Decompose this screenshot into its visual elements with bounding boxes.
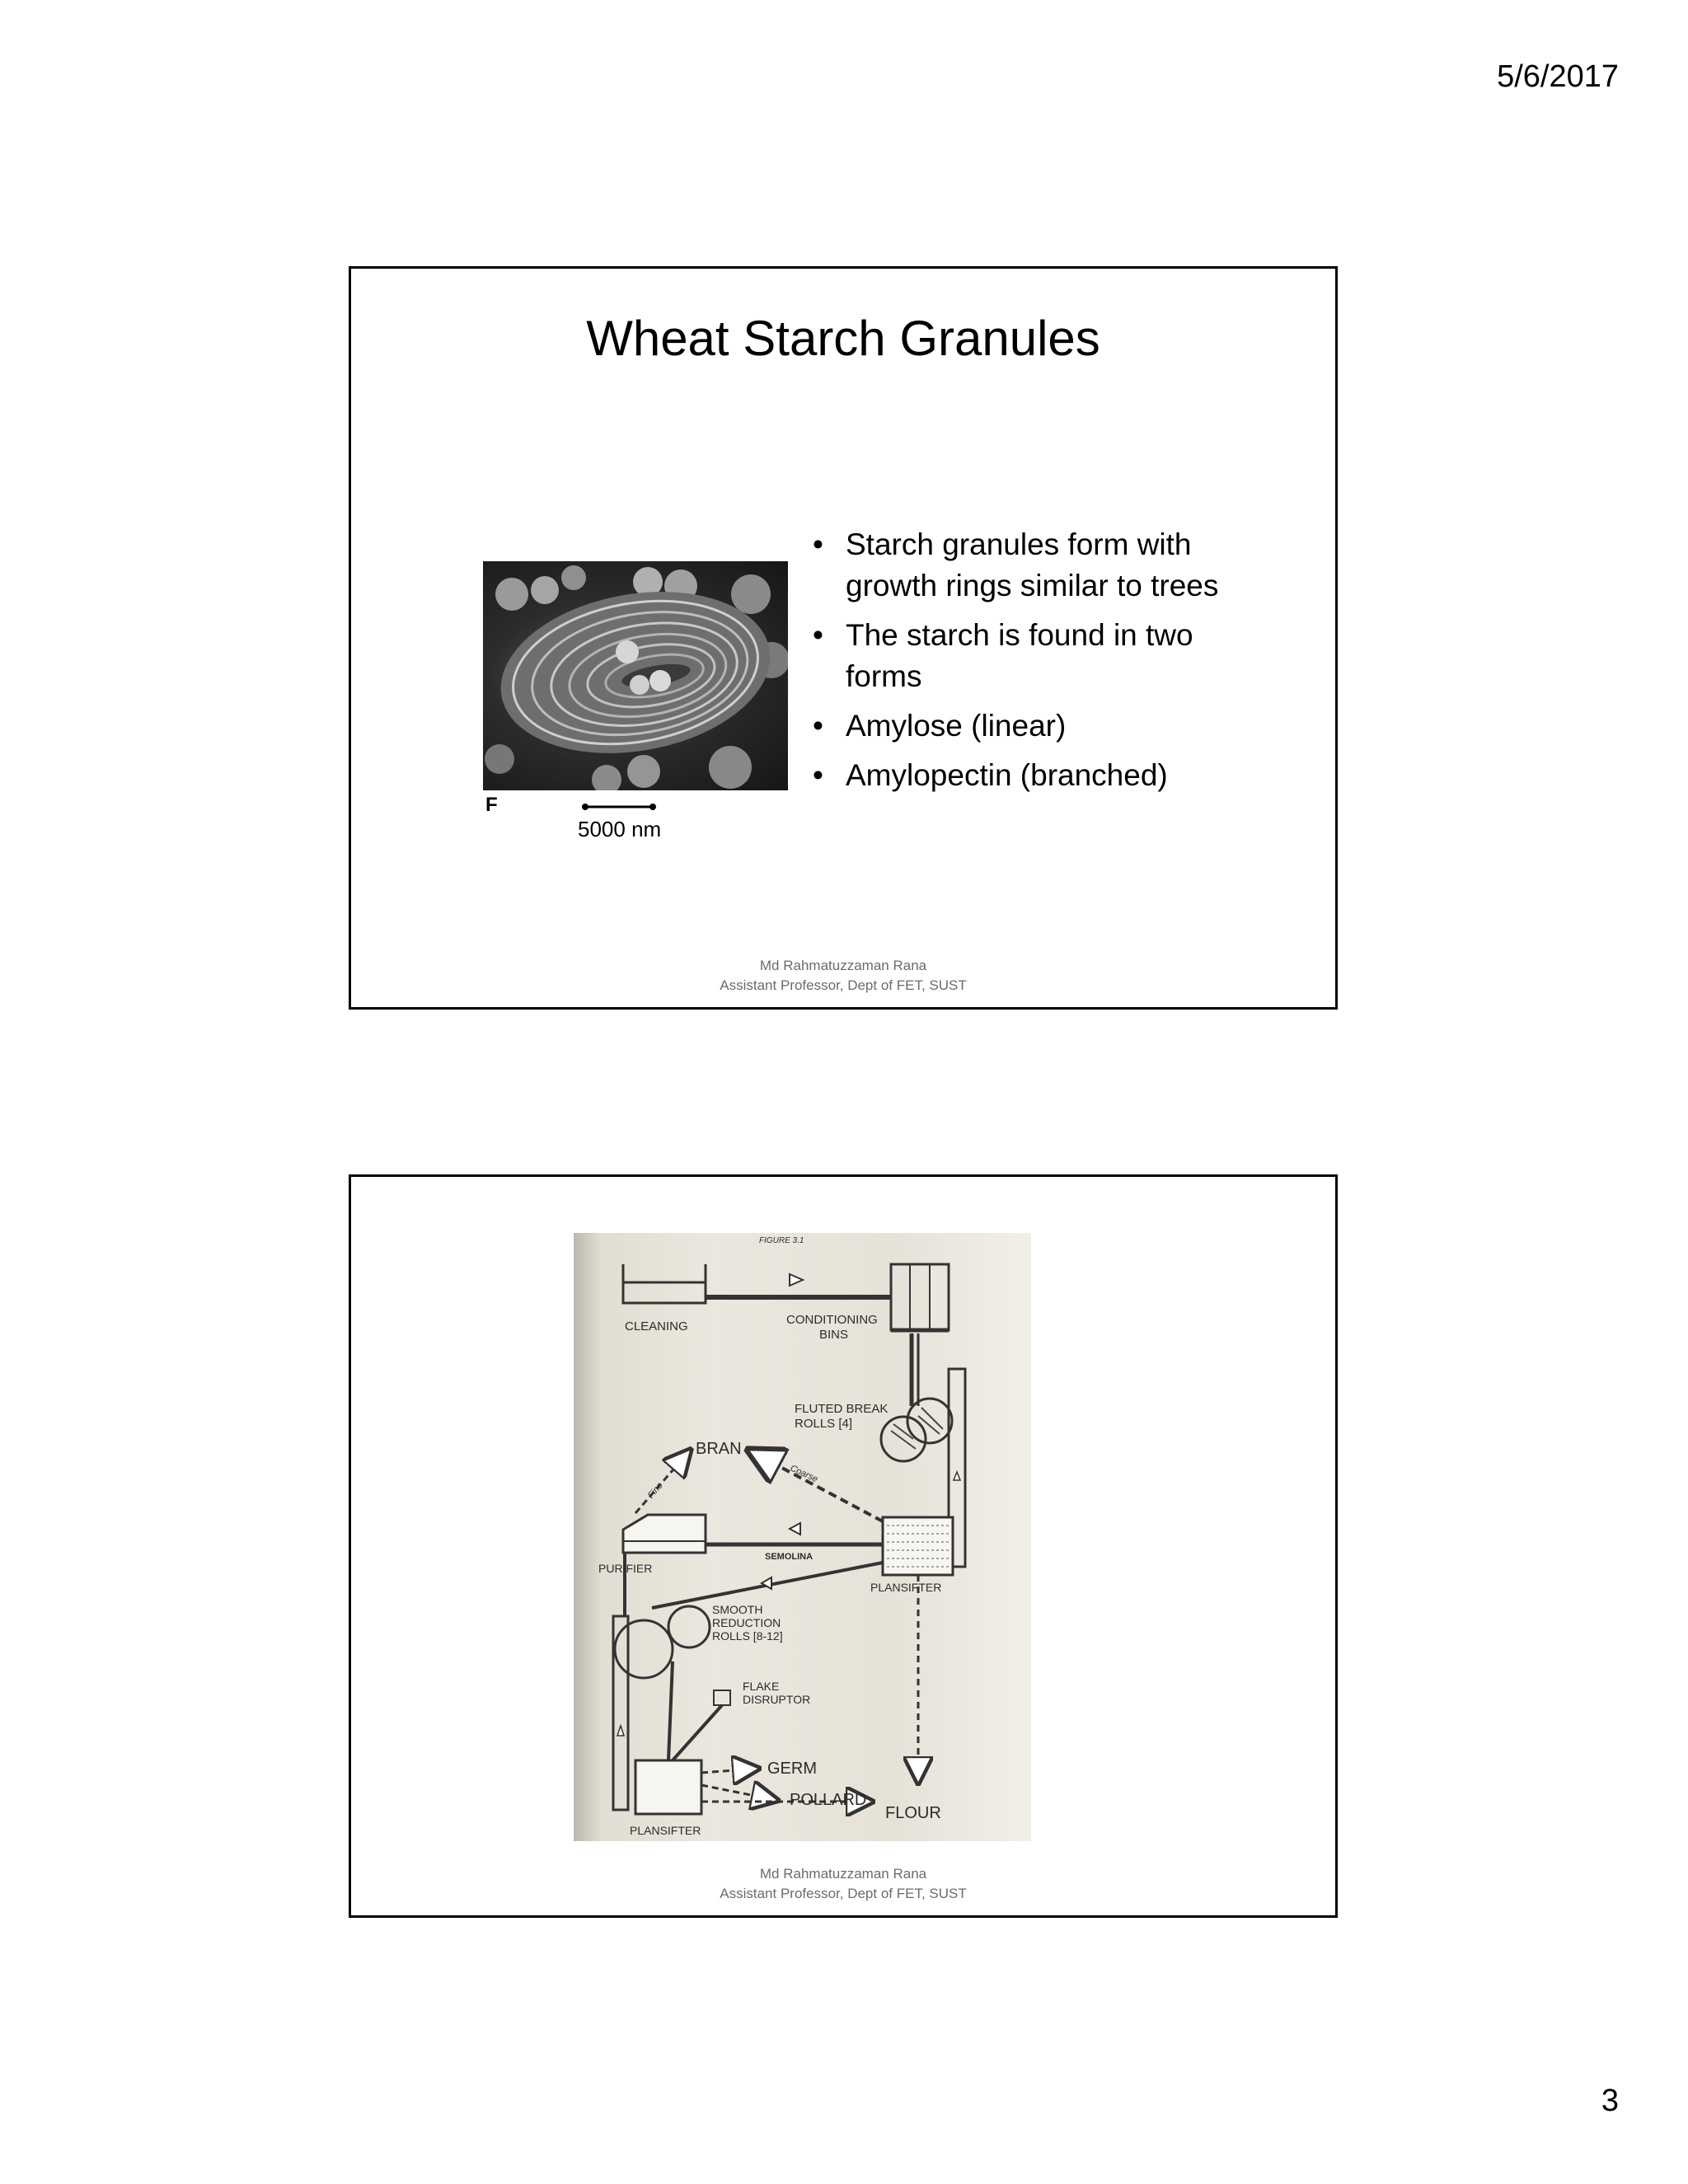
sem-micrograph — [479, 561, 796, 854]
page-date: 5/6/2017 — [1497, 59, 1619, 94]
label-bins: BINS — [819, 1328, 849, 1342]
label-fine: Fine — [645, 1480, 665, 1501]
author-name: Md Rahmatuzzaman Rana — [759, 958, 927, 973]
scale-bar — [582, 799, 656, 815]
starch-granule-photo — [483, 561, 788, 790]
label-coarse: Coarse — [788, 1463, 820, 1485]
bullet-item: • Amylopectin (branched) — [813, 758, 1168, 792]
slide-footer — [351, 956, 1335, 996]
label-germ: GERM — [767, 1760, 817, 1778]
label-pollard: POLLARD — [790, 1791, 867, 1809]
bullet-item: • Starch granules form with growth rings similar to trees — [813, 527, 1219, 602]
label-smooth: SMOOTH — [712, 1603, 763, 1616]
label-flake: FLAKE — [743, 1680, 780, 1693]
label-fluted-rolls: ROLLS [4] — [795, 1417, 853, 1431]
author-name: Md Rahmatuzzaman Rana — [759, 1866, 927, 1882]
author-position: Assistant Professor, Dept of FET, SUST — [720, 977, 967, 993]
page-number: 3 — [1601, 2083, 1619, 2118]
label-disruptor: DISRUPTOR — [743, 1693, 811, 1706]
slide-title: Wheat Starch Granules — [586, 311, 1100, 366]
author-position: Assistant Professor, Dept of FET, SUST — [720, 1886, 967, 1901]
panel-letter: F — [485, 794, 498, 816]
label-reduction: REDUCTION — [712, 1616, 781, 1629]
milling-flow-diagram — [574, 1233, 1031, 1841]
slide-milling-flow — [349, 1174, 1338, 1918]
bullet-list — [813, 524, 1241, 804]
label-plansifter-top: PLANSIFTER — [870, 1581, 942, 1594]
label-bran: BRAN — [696, 1440, 742, 1458]
label-rolls-8-12: ROLLS [8-12] — [712, 1629, 783, 1643]
label-conditioning: CONDITIONING — [786, 1313, 878, 1327]
scale-label: 5000 nm — [578, 817, 662, 841]
slide-wheat-starch — [349, 266, 1338, 1010]
figure-header: FIGURE 3.1 — [759, 1236, 804, 1245]
label-flour: FLOUR — [885, 1804, 941, 1822]
label-plansifter-bottom: PLANSIFTER — [630, 1824, 701, 1837]
label-semolina: SEMOLINA — [765, 1552, 814, 1562]
label-cleaning: CLEANING — [625, 1319, 688, 1333]
bullet-item: • The starch is found in two forms — [813, 618, 1193, 693]
slide-footer — [351, 1864, 1335, 1904]
bullet-item: • Amylose (linear) — [813, 709, 1067, 743]
label-purifier: PURIFIER — [598, 1562, 653, 1575]
label-fluted-break: FLUTED BREAK — [795, 1402, 889, 1416]
